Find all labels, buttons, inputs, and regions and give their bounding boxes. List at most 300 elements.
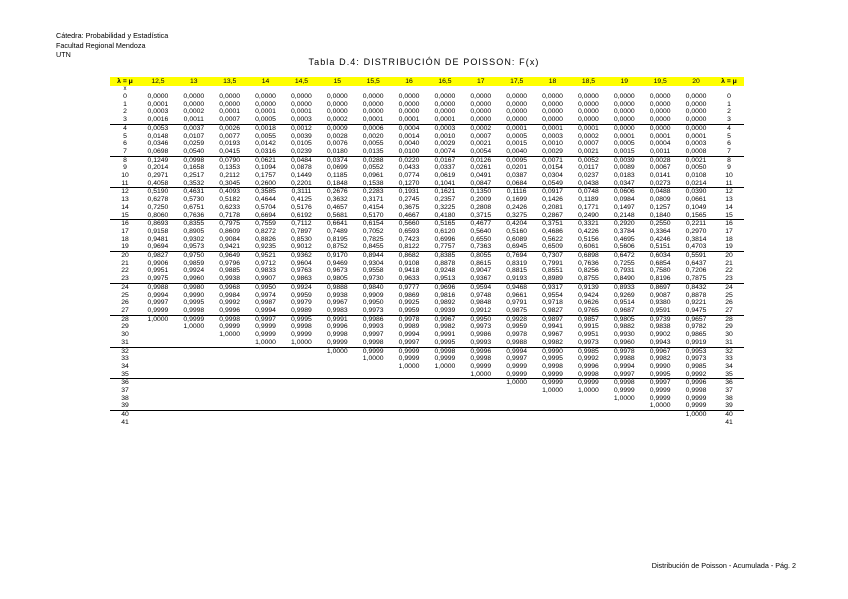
cdf-cell: 0,9193 [499, 275, 535, 283]
cdf-cell: 0,0000 [642, 116, 678, 124]
cdf-cell: 0,5681 [319, 212, 355, 220]
cdf-cell [463, 379, 499, 387]
cdf-cell: 0,0000 [613, 124, 635, 132]
cdf-cell [355, 387, 391, 395]
lambda-header: 15,5 [355, 77, 391, 86]
cdf-cell: 0,0000 [542, 100, 563, 108]
cdf-cell: 0,0108 [685, 172, 707, 180]
cdf-cell: 0,0001 [613, 132, 635, 140]
cdf-cell: 0,9833 [255, 267, 276, 275]
cdf-cell [212, 379, 248, 387]
cdf-cell: 0,8455 [355, 243, 391, 251]
table-row [110, 331, 744, 339]
cdf-cell: 1,0000 [219, 331, 241, 339]
cdf-cell [140, 379, 176, 387]
cdf-cell: 0,0000 [685, 93, 707, 100]
cdf-cell [391, 419, 427, 427]
cdf-cell [391, 395, 427, 403]
cdf-cell: 0,0433 [398, 164, 420, 172]
x-value-left: 22 [121, 267, 129, 275]
cdf-cell: 0,5704 [255, 203, 276, 211]
cdf-cell: 0,9983 [319, 307, 355, 315]
cdf-cell [140, 363, 176, 371]
cdf-cell: 0,0552 [362, 164, 384, 172]
cdf-cell [319, 395, 355, 403]
cdf-cell: 0,0000 [649, 93, 671, 100]
cdf-cell: 0,1353 [219, 164, 241, 172]
cdf-cell: 0,4686 [542, 227, 563, 235]
cdf-cell: 0,0606 [613, 188, 635, 196]
cdf-cell: 0,0000 [542, 93, 563, 100]
cdf-cell: 0,0239 [284, 148, 320, 156]
cdf-cell [176, 387, 212, 395]
cdf-cell: 0,2357 [434, 196, 456, 204]
table-row [110, 260, 744, 268]
x-value-left: 21 [121, 259, 129, 267]
cdf-cell: 0,8055 [470, 252, 492, 260]
cdf-cell: 0,3814 [685, 235, 707, 243]
cdf-cell: 0,9967 [542, 331, 563, 339]
cdf-cell: 0,9991 [434, 331, 456, 339]
cdf-cell: 0,2283 [362, 188, 384, 196]
cdf-cell: 0,9996 [212, 307, 248, 315]
cdf-cell: 0,0005 [506, 132, 528, 140]
cdf-cell: 0,9999 [398, 355, 420, 363]
cdf-cell: 0,8755 [571, 275, 607, 283]
cdf-cell [319, 355, 355, 363]
x-value-left: 30 [121, 331, 129, 339]
x-value-right: 2 [727, 108, 731, 116]
cdf-cell: 0,2426 [506, 203, 528, 211]
cdf-cell: 0,0005 [248, 116, 284, 124]
cdf-cell: 0,6751 [183, 203, 205, 211]
cdf-cell: 0,0001 [542, 124, 563, 132]
cdf-cell: 0,5156 [578, 235, 599, 243]
lambda-header: 17,5 [499, 77, 535, 86]
cdf-cell: 0,0054 [463, 148, 499, 156]
cdf-cell [284, 402, 320, 410]
cdf-cell: 0,5660 [398, 220, 420, 228]
cdf-cell: 0,1771 [578, 203, 599, 211]
cdf-cell: 0,6154 [362, 220, 384, 228]
cdf-cell: 0,0040 [398, 140, 420, 148]
cdf-cell: 0,8530 [291, 235, 312, 243]
cdf-cell [606, 402, 642, 410]
cdf-cell: 0,8319 [506, 259, 528, 267]
cdf-cell: 0,9978 [613, 347, 635, 355]
cdf-cell [319, 387, 355, 395]
cdf-cell [212, 347, 248, 355]
x-value-right: 10 [725, 172, 733, 180]
table-row [110, 299, 744, 307]
cdf-cell [571, 395, 607, 403]
cdf-cell: 0,0000 [499, 116, 535, 124]
cdf-cell: 0,0661 [685, 196, 707, 204]
x-value-left: 20 [121, 252, 129, 260]
cdf-cell: 0,0000 [571, 116, 607, 124]
table-row [110, 395, 744, 403]
table-row [110, 164, 744, 172]
cdf-cell: 0,0000 [434, 93, 456, 100]
cdf-cell: 0,0847 [463, 180, 499, 188]
cdf-cell: 0,0288 [362, 156, 384, 164]
cdf-cell: 0,9694 [140, 243, 176, 251]
cdf-cell: 0,0001 [291, 108, 312, 116]
cdf-cell: 0,9959 [506, 323, 528, 331]
cdf-cell [355, 395, 391, 403]
cdf-cell: 0,9995 [183, 299, 205, 307]
cdf-cell: 0,0415 [212, 148, 248, 156]
cdf-cell: 0,9633 [391, 275, 427, 283]
cdf-cell: 0,9930 [613, 331, 635, 339]
cdf-cell: 0,0000 [578, 93, 599, 100]
cdf-cell: 0,9712 [255, 259, 276, 267]
cdf-cell: 0,1840 [642, 212, 678, 220]
cdf-cell: 0,8989 [535, 275, 571, 283]
cdf-cell: 0,0000 [434, 100, 456, 108]
x-label-spacer [427, 86, 463, 93]
cdf-cell: 0,9999 [649, 387, 671, 395]
cdf-cell: 0,2148 [606, 212, 642, 220]
cdf-cell: 0,9999 [649, 394, 671, 402]
cdf-cell: 0,9367 [463, 275, 499, 283]
cdf-cell: 0,9996 [685, 379, 707, 387]
cdf-cell: 0,0001 [255, 108, 276, 116]
cdf-cell: 0,1565 [678, 212, 714, 220]
x-value-right: 1 [727, 100, 731, 108]
x-value-right: 28 [725, 315, 733, 323]
cdf-cell: 0,1848 [319, 180, 355, 188]
cdf-cell: 0,8905 [183, 227, 205, 235]
cdf-cell: 0,9481 [147, 235, 169, 243]
cdf-cell: 0,0000 [398, 100, 420, 108]
cdf-cell: 0,6509 [535, 243, 571, 251]
cdf-cell: 0,6593 [398, 227, 420, 235]
cdf-cell: 0,9170 [326, 252, 348, 260]
cdf-cell [212, 355, 248, 363]
cdf-cell [284, 363, 320, 371]
cdf-cell: 0,5160 [506, 227, 528, 235]
cdf-cell: 0,7636 [578, 259, 599, 267]
cdf-cell [176, 411, 212, 419]
cdf-cell: 0,0039 [291, 132, 312, 140]
lambda-header: 12,5 [140, 77, 176, 86]
cdf-cell: 0,9513 [427, 275, 463, 283]
cdf-cell: 0,9995 [427, 339, 463, 347]
cdf-cell [284, 379, 320, 387]
cdf-cell: 0,0003 [434, 124, 456, 132]
cdf-cell [355, 419, 391, 427]
cdf-cell: 0,9998 [434, 347, 456, 355]
x-label-spacer [678, 86, 714, 93]
x-value-right: 13 [725, 196, 733, 204]
cdf-cell: 0,0016 [140, 116, 176, 124]
cdf-cell: 0,8609 [219, 227, 241, 235]
cdf-cell: 0,8878 [685, 291, 707, 299]
x-label-spacer [212, 86, 248, 93]
cdf-cell: 0,9469 [326, 259, 348, 267]
table-row [110, 292, 744, 300]
cdf-cell: 0,0015 [506, 140, 528, 148]
cdf-cell: 0,0117 [578, 164, 599, 172]
x-value-right: 31 [714, 339, 744, 347]
cdf-cell: 0,0337 [434, 164, 456, 172]
cdf-cell: 0,0917 [542, 188, 563, 196]
cdf-cell [140, 395, 176, 403]
cdf-cell: 0,9982 [535, 339, 571, 347]
cdf-cell: 0,9982 [434, 323, 456, 331]
cdf-cell: 0,9999 [362, 347, 384, 355]
cdf-cell [463, 402, 499, 410]
cdf-cell: 0,0201 [506, 164, 528, 172]
cdf-cell [212, 402, 248, 410]
cdf-cell: 0,8385 [434, 252, 456, 260]
cdf-cell: 0,9777 [398, 283, 420, 291]
cdf-cell: 0,9875 [499, 307, 535, 315]
cdf-cell [571, 402, 607, 410]
cdf-cell: 0,0004 [398, 124, 420, 132]
x-value-right: 30 [725, 331, 733, 339]
cdf-cell: 0,0000 [219, 100, 241, 108]
cdf-cell [427, 371, 463, 379]
cdf-cell [140, 331, 176, 339]
cdf-cell: 0,9573 [176, 243, 212, 251]
cdf-cell: 0,9907 [248, 275, 284, 283]
cdf-cell [427, 411, 463, 419]
cdf-cell: 0,2600 [248, 180, 284, 188]
cdf-cell [176, 355, 212, 363]
cdf-cell: 0,9158 [147, 227, 169, 235]
cdf-cell: 0,9718 [542, 299, 563, 307]
table-row [110, 323, 744, 331]
cdf-cell: 0,0878 [291, 164, 312, 172]
x-value-left: 17 [121, 227, 129, 235]
cdf-cell: 0,9380 [649, 299, 671, 307]
cdf-cell: 0,3321 [578, 220, 599, 228]
cdf-cell: 0,9998 [355, 339, 391, 347]
cdf-cell: 0,9996 [470, 347, 492, 355]
x-value-right: 11 [714, 180, 744, 188]
cdf-cell: 0,1658 [183, 164, 205, 172]
cdf-cell: 0,0000 [362, 93, 384, 100]
x-value-right: 9 [727, 164, 731, 172]
table-row [110, 148, 744, 156]
cdf-cell: 0,8933 [613, 283, 635, 291]
cdf-cell [140, 339, 176, 347]
cdf-cell: 0,0000 [685, 108, 707, 116]
cdf-cell: 0,7052 [362, 227, 384, 235]
header-chair: Cátedra: Probabilidad y Estadística [56, 31, 169, 40]
cdf-cell: 0,9998 [291, 323, 312, 331]
cdf-cell: 0,0021 [685, 156, 707, 164]
cdf-cell [391, 402, 427, 410]
cdf-cell: 0,9805 [319, 275, 355, 283]
cdf-cell: 0,0105 [291, 140, 312, 148]
cdf-cell: 0,0002 [319, 116, 355, 124]
cdf-cell: 0,9999 [499, 371, 535, 379]
table-row [110, 283, 744, 291]
cdf-cell: 0,0006 [362, 124, 384, 132]
cdf-cell: 0,0126 [470, 156, 492, 164]
cdf-cell: 0,6945 [499, 243, 535, 251]
cdf-cell: 0,0484 [291, 156, 312, 164]
cdf-cell: 0,4246 [649, 235, 671, 243]
x-value-left: 31 [110, 339, 140, 347]
cdf-cell [284, 371, 320, 379]
cdf-cell: 0,5182 [219, 196, 241, 204]
x-value-right: 39 [714, 402, 744, 410]
cdf-cell: 0,2490 [571, 212, 607, 220]
cdf-cell: 0,9998 [326, 331, 348, 339]
cdf-cell [319, 371, 355, 379]
cdf-cell: 0,8697 [649, 283, 671, 291]
cdf-cell: 0,0619 [434, 172, 456, 180]
x-value-right: 19 [714, 243, 744, 251]
x-label-spacer [714, 86, 744, 93]
cdf-cell: 0,9739 [649, 315, 671, 323]
cdf-cell: 0,0000 [470, 93, 492, 100]
cdf-cell: 0,1350 [470, 188, 492, 196]
x-value-left: 27 [110, 307, 140, 315]
x-value-left: 25 [121, 291, 129, 299]
x-value-left: 12 [121, 188, 129, 196]
cdf-cell: 0,0347 [606, 180, 642, 188]
cdf-cell [391, 411, 427, 419]
cdf-cell: 0,0000 [291, 100, 312, 108]
cdf-cell: 0,9827 [535, 307, 571, 315]
x-value-left: 8 [123, 156, 127, 164]
cdf-cell: 0,0142 [255, 140, 276, 148]
cdf-cell: 0,6278 [147, 196, 169, 204]
x-label-spacer [391, 86, 427, 93]
cdf-cell: 0,9950 [362, 299, 384, 307]
cdf-cell: 0,3045 [212, 180, 248, 188]
cdf-cell: 0,9999 [613, 387, 635, 395]
x-value-left: 2 [123, 108, 127, 116]
cdf-cell: 0,0790 [219, 156, 241, 164]
cdf-cell: 0,0000 [535, 116, 571, 124]
cdf-cell: 0,9084 [219, 235, 241, 243]
cdf-cell: 0,7307 [542, 252, 563, 260]
cdf-cell: 0,9304 [362, 259, 384, 267]
cdf-cell: 0,9869 [398, 291, 420, 299]
cdf-cell: 0,9902 [649, 331, 671, 339]
table-row [110, 212, 744, 220]
cdf-cell: 0,8826 [255, 235, 276, 243]
cdf-cell [391, 379, 427, 387]
cdf-cell: 0,5591 [685, 252, 707, 260]
cdf-cell: 0,5640 [470, 227, 492, 235]
cdf-cell: 0,1449 [291, 172, 312, 180]
cdf-cell [499, 402, 535, 410]
cdf-cell: 0,0067 [649, 164, 671, 172]
cdf-cell: 0,0000 [398, 108, 420, 116]
cdf-cell: 0,0000 [362, 108, 384, 116]
cdf-cell: 0,9998 [176, 307, 212, 315]
cdf-cell: 0,9909 [362, 291, 384, 299]
cdf-cell: 0,4125 [291, 196, 312, 204]
cdf-cell: 0,0001 [506, 124, 528, 132]
cdf-cell: 0,7206 [685, 267, 707, 275]
cdf-cell: 0,0000 [291, 93, 312, 100]
cdf-cell: 0,0141 [649, 172, 671, 180]
cdf-cell: 0,7489 [326, 227, 348, 235]
cdf-cell: 0,7580 [649, 267, 671, 275]
cdf-cell: 0,0001 [355, 116, 391, 124]
cdf-cell [248, 363, 284, 371]
cdf-cell: 0,7255 [613, 259, 635, 267]
cdf-cell: 0,4657 [326, 203, 348, 211]
x-value-left: 40 [121, 411, 129, 419]
cdf-cell: 0,9859 [183, 259, 205, 267]
cdf-cell: 0,9995 [642, 371, 678, 379]
x-label-spacer [355, 86, 391, 93]
x-value-left: 18 [121, 235, 129, 243]
cdf-cell: 0,8752 [319, 243, 355, 251]
cdf-cell: 0,0000 [578, 108, 599, 116]
cdf-cell: 0,9997 [391, 339, 427, 347]
cdf-cell: 0,1185 [327, 172, 348, 180]
x-value-right: 26 [725, 299, 733, 307]
cdf-cell: 0,0000 [613, 108, 635, 116]
cdf-cell: 0,9649 [219, 252, 241, 260]
lambda-header: 13 [176, 77, 212, 86]
cdf-cell: 0,9967 [649, 347, 671, 355]
cdf-cell: 0,0000 [434, 108, 456, 116]
x-value-left: 13 [121, 196, 129, 204]
cdf-cell: 0,0180 [319, 148, 355, 156]
x-label-spacer [499, 86, 535, 93]
cdf-cell: 0,9796 [219, 259, 241, 267]
cdf-cell [140, 419, 176, 427]
cdf-cell: 0,6472 [613, 252, 635, 260]
x-value-right: 6 [727, 140, 731, 148]
cdf-cell: 0,0390 [685, 188, 707, 196]
cdf-cell: 0,0261 [470, 164, 492, 172]
cdf-cell: 0,2676 [326, 188, 348, 196]
cdf-cell: 0,9985 [685, 362, 707, 370]
cdf-cell: 0,2081 [542, 203, 563, 211]
cdf-cell: 0,8490 [606, 275, 642, 283]
x-value-right: 3 [714, 116, 744, 124]
cdf-cell: 0,9604 [291, 259, 312, 267]
cdf-cell [176, 402, 212, 410]
cdf-cell: 0,9996 [326, 323, 348, 331]
cdf-cell [427, 387, 463, 395]
x-label-spacer [642, 86, 678, 93]
cdf-cell: 0,0000 [326, 93, 348, 100]
cdf-cell: 0,9888 [326, 283, 348, 291]
cdf-cell [212, 339, 248, 347]
cdf-cell: 0,9992 [219, 299, 241, 307]
x-value-right: 33 [725, 355, 733, 363]
cdf-cell: 0,0698 [140, 148, 176, 156]
cdf-cell: 0,0000 [606, 116, 642, 124]
x-value-right: 15 [714, 212, 744, 220]
cdf-cell: 0,9992 [578, 355, 599, 363]
table-row [110, 252, 744, 260]
x-value-right: 40 [725, 411, 733, 419]
cdf-cell: 0,3532 [176, 180, 212, 188]
cdf-cell [642, 419, 678, 427]
cdf-cell: 0,0010 [434, 132, 456, 140]
cdf-cell: 0,0000 [506, 100, 528, 108]
cdf-cell: 0,2009 [470, 196, 492, 204]
cdf-cell: 0,0214 [678, 180, 714, 188]
cdf-cell [427, 395, 463, 403]
cdf-cell [284, 347, 320, 355]
x-value-left: 9 [123, 164, 127, 172]
